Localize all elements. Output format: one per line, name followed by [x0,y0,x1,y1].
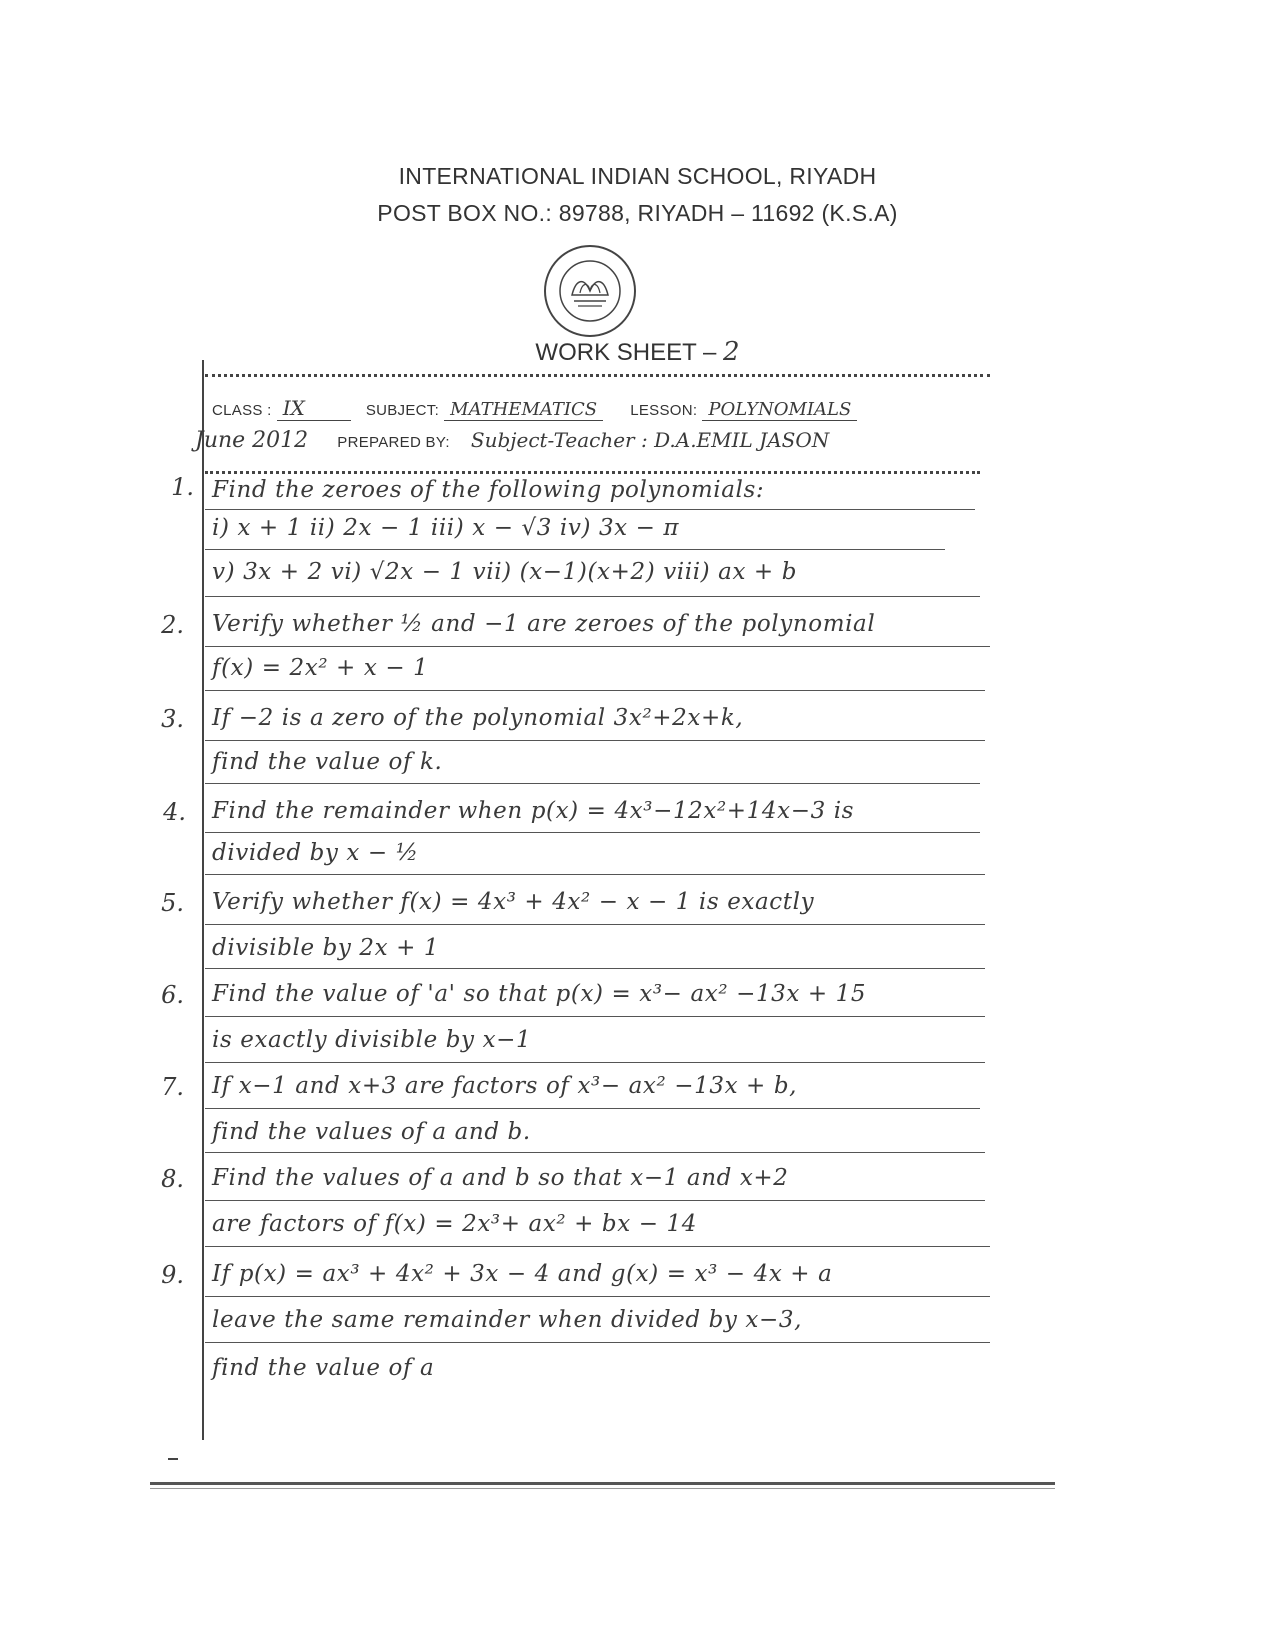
rule-line [205,740,985,741]
question-number: 6. [161,981,184,1009]
question-line: f(x) = 2x² + x − 1 [212,655,429,681]
rule-line [205,1342,990,1343]
question-number: 3. [161,705,184,733]
rule-line [205,924,985,925]
question-line: i) x + 1 ii) 2x − 1 iii) x − √3 iv) 3x − π [212,515,680,541]
question-line: find the value of a [212,1355,435,1381]
worksheet-title-label: WORK SHEET – [535,339,717,366]
rule-line [205,646,990,647]
question-line: divisible by 2x + 1 [212,935,440,961]
margin-line [202,360,204,1440]
question-number: 7. [161,1073,184,1101]
question-line: Find the value of 'a' so that p(x) = x³− ax² −13x + 15 [212,981,867,1007]
school-logo-icon [542,243,638,339]
question-line: leave the same remainder when divided by x−3, [212,1307,803,1333]
margin-tick [168,1458,178,1460]
rule-line [205,1246,990,1247]
rule-line [205,1152,985,1153]
question-line: find the values of a and b. [212,1119,531,1145]
bottom-rule [150,1482,1055,1485]
question-line: If x−1 and x+3 are factors of x³− ax² −13x + b, [212,1073,798,1099]
question-line: If −2 is a zero of the polynomial 3x²+2x+k, [212,705,744,731]
question-number: 5. [161,889,184,917]
subject-label: SUBJECT: [365,402,440,419]
class-row [212,396,857,421]
rule-line [205,1016,985,1017]
question-number: 1. [171,473,194,501]
question-line: If p(x) = ax³ + 4x² + 3x − 4 and g(x) = x³ − 4x + a [212,1261,833,1287]
question-line: Verify whether f(x) = 4x³ + 4x² − x − 1 is exactly [212,889,815,915]
rule-line [205,596,980,597]
question-number: 2. [161,611,184,639]
rule-line [205,1200,985,1201]
question-number: 8. [161,1165,184,1193]
question-line: find the value of k. [212,749,443,775]
question-line: Find the zeroes of the following polynomials: [212,477,765,503]
bottom-rule [150,1488,1055,1489]
dotted-divider [205,471,980,474]
rule-line [205,968,985,969]
question-line: Find the values of a and b so that x−1 and x+2 [212,1165,789,1191]
question-line: divided by x − ½ [212,840,419,866]
school-address: POST BOX NO.: 89788, RIYADH – 11692 (K.S.A) [377,200,898,226]
question-line: are factors of f(x) = 2x³+ ax² + bx − 14 [212,1211,697,1237]
class-label: CLASS : [212,402,272,419]
worksheet-number: 2 [723,337,740,367]
question-line: Verify whether ½ and −1 are zeroes of the polynomial [212,611,876,637]
rule-line [205,832,980,833]
question-number: 4. [163,798,186,826]
prepared-row [195,428,829,453]
question-line: Find the remainder when p(x) = 4x³−12x²+14x−3 is [212,798,855,824]
rule-line [205,783,980,784]
subject-value: MATHEMATICS [444,399,603,421]
school-name: INTERNATIONAL INDIAN SCHOOL, RIYADH [398,163,877,189]
lesson-label: LESSON: [630,402,698,419]
rule-line [205,1108,980,1109]
rule-line [205,549,945,550]
worksheet-title [0,337,1275,367]
lesson-value: POLYNOMIALS [702,399,857,421]
question-line: v) 3x + 2 vi) √2x − 1 vii) (x−1)(x+2) viii) ax + b [212,559,798,585]
rule-line [205,1062,985,1063]
prepared-label: PREPARED BY: [337,434,450,451]
class-value: IX [277,396,351,421]
rule-line [205,874,985,875]
question-number: 9. [161,1261,184,1289]
rule-line [205,1296,990,1297]
prepared-value: Subject-Teacher : D.A.EMIL JASON [470,428,830,452]
rule-line [205,509,975,510]
rule-line [205,690,985,691]
date-value: June 2012 [195,428,309,453]
dotted-divider [205,374,990,377]
question-line: is exactly divisible by x−1 [212,1027,532,1053]
